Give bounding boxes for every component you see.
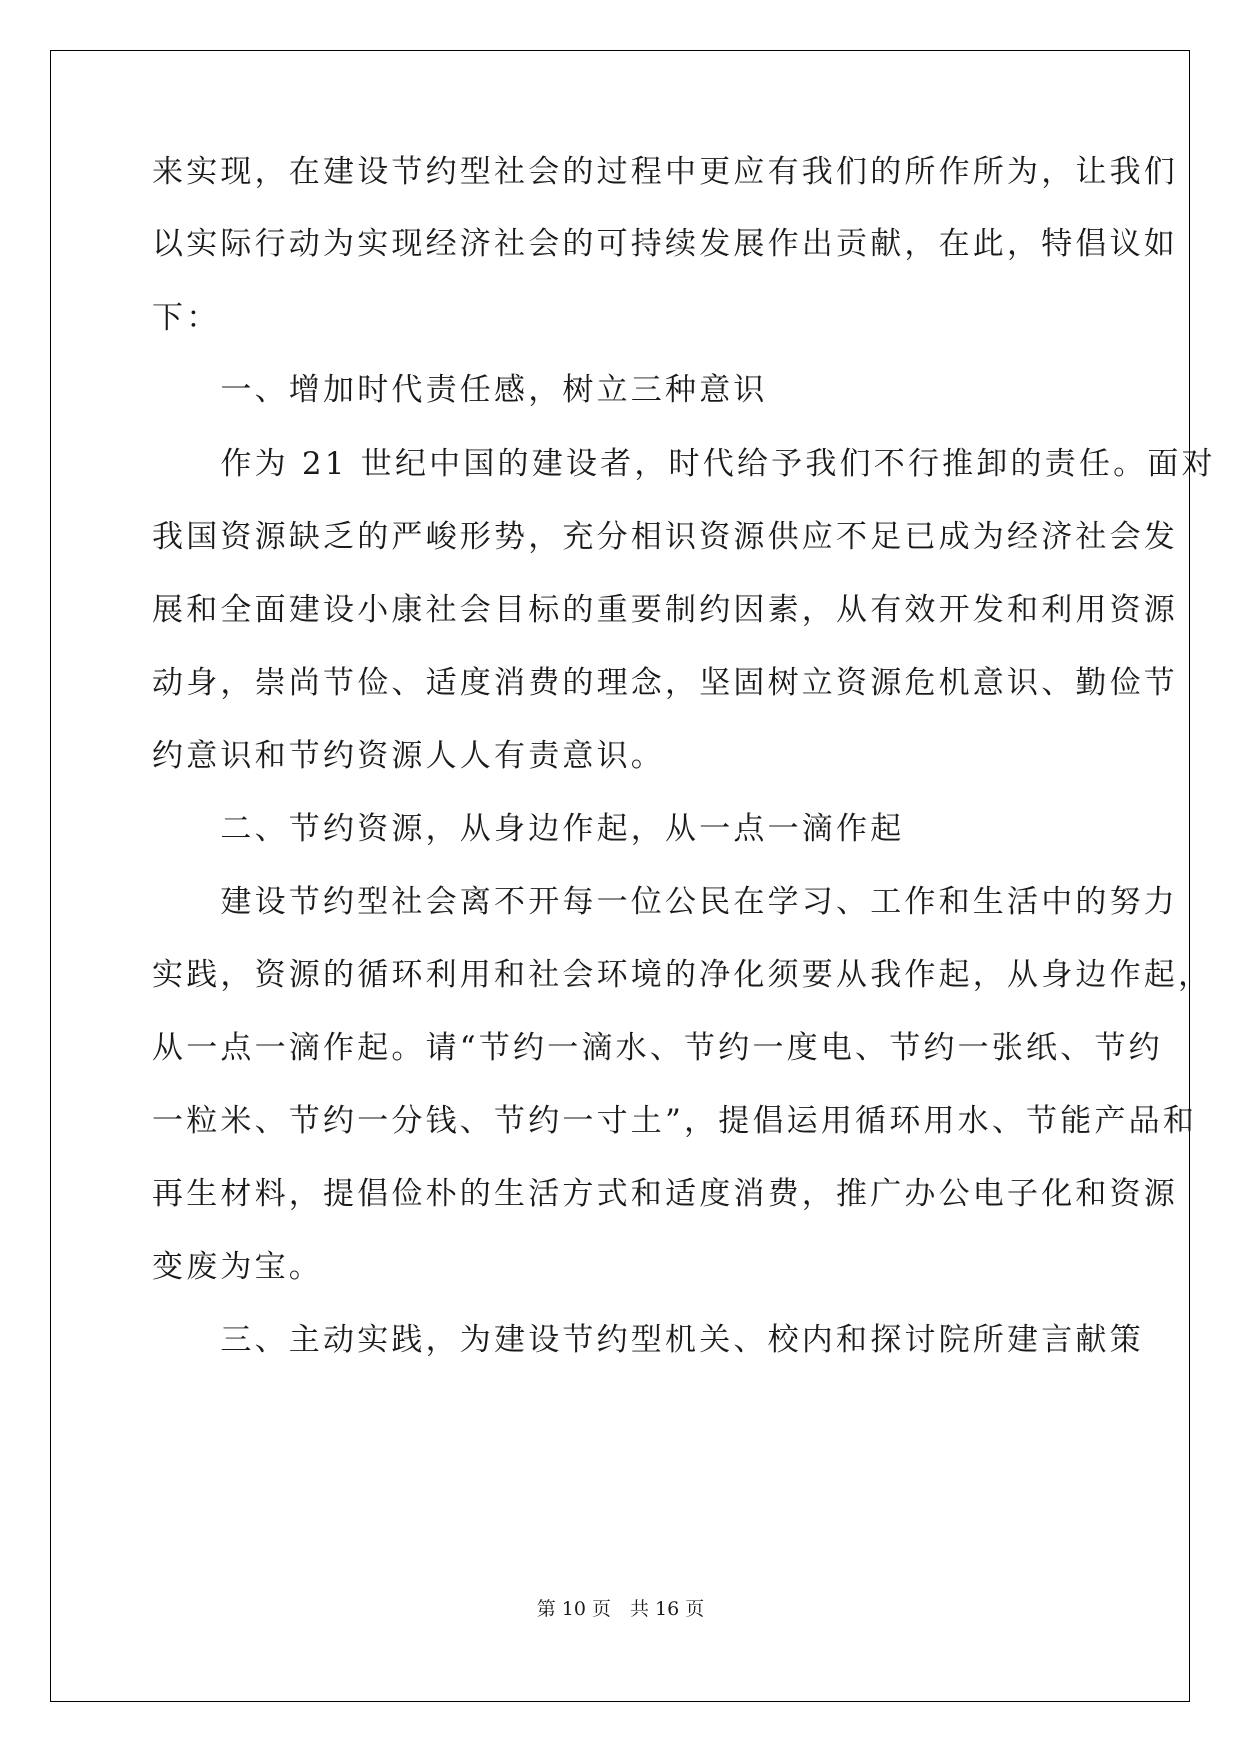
section-heading-1: 一、增加时代责任感，树立三种意识 [152,372,768,408]
text-line: 来实现，在建设节约型社会的过程中更应有我们的所作所为，让我们 [152,154,1178,190]
page-number-footer: 第 10 页 共 16 页 [536,1598,705,1620]
text-line: 约意识和节约资源人人有责意识。 [152,738,665,774]
text-line: 下： [152,300,221,336]
section-heading-2: 二、节约资源，从身边作起，从一点一滴作起 [152,811,905,847]
text-line: 建设节约型社会离不开每一位公民在学习、工作和生活中的努力 [152,884,1178,920]
text-line: 再生材料，提倡俭朴的生活方式和适度消费，推广办公电子化和资源 [152,1176,1178,1212]
text-line: 我国资源缺乏的严峻形势，充分相识资源供应不足已成为经济社会发 [152,519,1178,555]
text-line: 实践，资源的循环利用和社会环境的净化须要从我作起，从身边作起， [152,957,1213,993]
page-border [50,50,1190,1702]
text-line: 展和全面建设小康社会目标的重要制约因素，从有效开发和利用资源 [152,592,1178,628]
text-line: 以实际行动为实现经济社会的可持续发展作出贡献，在此，特倡议如 [152,226,1178,262]
text-line: 作为 21 世纪中国的建设者，时代给予我们不行推卸的责任。面对 [152,446,1216,482]
section-heading-3: 三、主动实践，为建设节约型机关、校内和探讨院所建言献策 [152,1322,1144,1358]
text-line: 一粒米、节约一分钱、节约一寸土”，提倡运用循环用水、节能产品和 [152,1103,1198,1139]
text-line: 动身，崇尚节俭、适度消费的理念，坚固树立资源危机意识、勤俭节 [152,665,1178,701]
text-line: 变废为宝。 [152,1249,323,1285]
text-line: 从一点一滴作起。请“节约一滴水、节约一度电、节约一张纸、节约 [152,1030,1163,1066]
